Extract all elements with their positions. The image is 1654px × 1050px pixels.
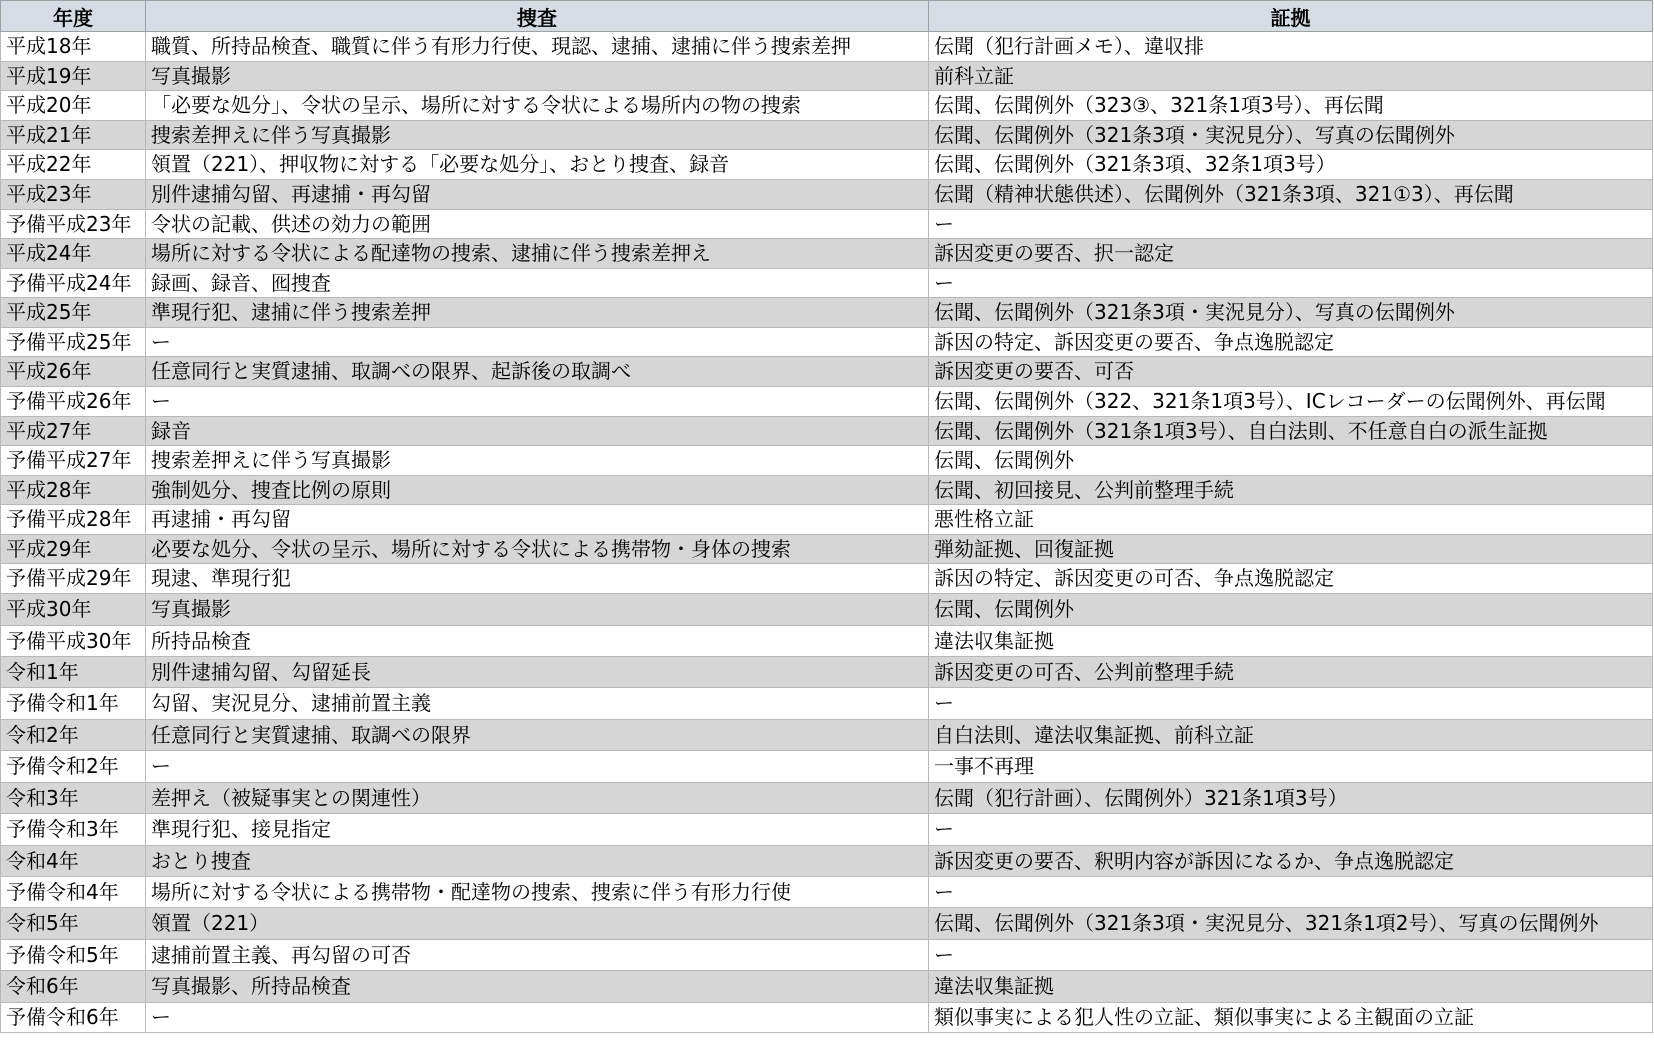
header-year[interactable]: 年度 [1,1,146,32]
table-row [1,210,1653,239]
year-cell[interactable]: 予備平成27年 [1,446,146,476]
year-cell[interactable]: 令和6年 [1,971,146,1003]
year-cell[interactable]: 予備令和5年 [1,940,146,971]
investigation-cell[interactable]: 職質、所持品検査、職質に伴う有形力行使、現認、逮捕、逮捕に伴う捜索差押 [146,32,929,62]
year-cell[interactable]: 平成18年 [1,32,146,62]
investigation-cell[interactable]: 強制処分、捜査比例の原則 [146,476,929,505]
investigation-cell[interactable]: 写真撮影、所持品検査 [146,971,929,1003]
evidence-cell[interactable]: 伝聞、伝聞例外（323③、321条1項3号）、再伝聞 [929,91,1653,121]
year-cell[interactable]: 平成26年 [1,357,146,387]
investigation-cell[interactable]: 写真撮影 [146,62,929,91]
year-cell[interactable]: 予備平成24年 [1,269,146,298]
investigation-cell[interactable]: 準現行犯、逮捕に伴う捜索差押 [146,298,929,328]
evidence-cell[interactable]: 訴因変更の要否、可否 [929,357,1653,387]
evidence-cell[interactable]: 伝聞、初回接見、公判前整理手続 [929,476,1653,505]
year-cell[interactable]: 予備平成23年 [1,210,146,239]
year-cell[interactable]: 予備平成30年 [1,626,146,657]
evidence-cell[interactable]: ー [929,814,1653,846]
year-cell[interactable]: 平成28年 [1,476,146,505]
year-cell[interactable]: 令和3年 [1,783,146,814]
table-row [1,505,1653,535]
investigation-cell[interactable]: 捜索差押えに伴う写真撮影 [146,446,929,476]
evidence-cell[interactable]: 訴因の特定、訴因変更の可否、争点逸脱認定 [929,564,1653,594]
evidence-cell[interactable]: 弾劾証拠、回復証拠 [929,535,1653,564]
year-cell[interactable]: 平成21年 [1,121,146,150]
year-cell[interactable]: 平成29年 [1,535,146,564]
year-cell[interactable]: 予備平成28年 [1,505,146,535]
year-cell[interactable]: 令和1年 [1,657,146,688]
table-row [1,971,1653,1003]
evidence-cell[interactable]: 伝聞、伝聞例外（321条3項・実況見分）、写真の伝聞例外 [929,121,1653,150]
year-cell[interactable]: 平成30年 [1,594,146,626]
evidence-cell[interactable]: ー [929,210,1653,239]
table-row [1,328,1653,357]
table-row [1,846,1653,877]
table-row [1,269,1653,298]
header-investigation[interactable]: 捜査 [146,1,929,32]
year-cell[interactable]: 平成24年 [1,239,146,269]
table-row [1,688,1653,720]
table-row [1,1003,1653,1033]
investigation-cell[interactable]: 任意同行と実質逮捕、取調べの限界、起訴後の取調べ [146,357,929,387]
year-cell[interactable]: 平成27年 [1,417,146,446]
header-row [1,1,1653,32]
table-row [1,150,1653,180]
year-cell[interactable]: 予備令和2年 [1,751,146,783]
evidence-cell[interactable]: 訴因変更の要否、択一認定 [929,239,1653,269]
evidence-cell[interactable]: 類似事実による犯人性の立証、類似事実による主観面の立証 [929,1003,1653,1033]
table-row [1,908,1653,940]
evidence-cell[interactable]: 伝聞、伝聞例外（322、321条1項3号）、ICレコーダーの伝聞例外、再伝聞 [929,387,1653,417]
investigation-cell[interactable]: 領置（221）、押収物に対する「必要な処分」、おとり捜査、録音 [146,150,929,180]
year-cell[interactable]: 令和4年 [1,846,146,877]
investigation-cell[interactable]: 場所に対する令状による配達物の捜索、逮捕に伴う捜索差押え [146,239,929,269]
investigation-cell[interactable]: 捜索差押えに伴う写真撮影 [146,121,929,150]
table-row [1,121,1653,150]
evidence-cell[interactable]: 伝聞、伝聞例外（321条3項・実況見分）、写真の伝聞例外 [929,298,1653,328]
evidence-cell[interactable]: 伝聞、伝聞例外（321条3項・実況見分、321条1項2号）、写真の伝聞例外 [929,908,1653,940]
investigation-cell[interactable]: 場所に対する令状による携帯物・配達物の捜索、捜索に伴う有形力行使 [146,877,929,908]
year-cell[interactable]: 平成25年 [1,298,146,328]
header-evidence[interactable]: 証拠 [929,1,1653,32]
evidence-cell[interactable]: 訴因変更の可否、公判前整理手続 [929,657,1653,688]
table-row [1,239,1653,269]
evidence-cell[interactable]: 訴因の特定、訴因変更の要否、争点逸脱認定 [929,328,1653,357]
year-cell[interactable]: 令和5年 [1,908,146,940]
table-row [1,814,1653,846]
investigation-cell[interactable]: 所持品検査 [146,626,929,657]
evidence-cell[interactable]: 伝聞、伝聞例外（321条1項3号）、自白法則、不任意自白の派生証拠 [929,417,1653,446]
investigation-cell[interactable]: 録画、録音、囮捜査 [146,269,929,298]
evidence-cell[interactable]: 前科立証 [929,62,1653,91]
investigation-cell[interactable]: 「必要な処分」、令状の呈示、場所に対する令状による場所内の物の捜索 [146,91,929,121]
evidence-cell[interactable]: ー [929,269,1653,298]
year-cell[interactable]: 予備平成29年 [1,564,146,594]
investigation-cell[interactable]: 現逮、準現行犯 [146,564,929,594]
year-cell[interactable]: 平成22年 [1,150,146,180]
investigation-cell[interactable]: 逮捕前置主義、再勾留の可否 [146,940,929,971]
investigation-cell[interactable]: 写真撮影 [146,594,929,626]
table-row [1,720,1653,751]
investigation-cell[interactable]: ー [146,387,929,417]
evidence-cell[interactable]: ー [929,688,1653,720]
table-row [1,387,1653,417]
year-cell[interactable]: 平成19年 [1,62,146,91]
investigation-cell[interactable]: 任意同行と実質逮捕、取調べの限界 [146,720,929,751]
investigation-cell[interactable]: おとり捜査 [146,846,929,877]
investigation-cell[interactable]: 録音 [146,417,929,446]
evidence-cell[interactable]: ー [929,877,1653,908]
year-cell[interactable]: 予備平成25年 [1,328,146,357]
year-cell[interactable]: 予備令和6年 [1,1003,146,1033]
table-row [1,657,1653,688]
investigation-cell[interactable]: 差押え（被疑事実との関連性） [146,783,929,814]
table-row [1,298,1653,328]
investigation-cell[interactable]: 必要な処分、令状の呈示、場所に対する令状による携帯物・身体の捜索 [146,535,929,564]
investigation-cell[interactable]: 再逮捕・再勾留 [146,505,929,535]
evidence-cell[interactable]: 訴因変更の要否、釈明内容が訴因になるか、争点逸脱認定 [929,846,1653,877]
table-row [1,180,1653,210]
table-row [1,91,1653,121]
investigation-cell[interactable]: 準現行犯、接見指定 [146,814,929,846]
year-cell[interactable]: 予備令和1年 [1,688,146,720]
evidence-cell[interactable]: 伝聞（犯行計画メモ）、違収排 [929,32,1653,62]
year-cell[interactable]: 予備令和4年 [1,877,146,908]
investigation-cell[interactable]: 令状の記載、供述の効力の範囲 [146,210,929,239]
evidence-cell[interactable]: 伝聞（精神状態供述）、伝聞例外（321条3項、321①3）、再伝聞 [929,180,1653,210]
investigation-cell[interactable]: 別件逮捕勾留、勾留延長 [146,657,929,688]
investigation-cell[interactable]: ー [146,751,929,783]
year-cell[interactable]: 令和2年 [1,720,146,751]
table-row [1,877,1653,908]
evidence-cell[interactable]: 伝聞、伝聞例外（321条3項、32条1項3号） [929,150,1653,180]
table-row [1,476,1653,505]
evidence-cell[interactable]: 伝聞（犯行計画）、伝聞例外）321条1項3号） [929,783,1653,814]
table-row [1,446,1653,476]
table-row [1,357,1653,387]
evidence-cell[interactable]: 一事不再理 [929,751,1653,783]
year-cell[interactable]: 平成20年 [1,91,146,121]
table-row [1,417,1653,446]
table-row [1,32,1653,62]
investigation-cell[interactable]: ー [146,1003,929,1033]
evidence-cell[interactable]: 違法収集証拠 [929,626,1653,657]
table-row [1,535,1653,564]
investigation-cell[interactable]: 別件逮捕勾留、再逮捕・再勾留 [146,180,929,210]
year-cell[interactable]: 平成23年 [1,180,146,210]
evidence-cell[interactable]: 違法収集証拠 [929,971,1653,1003]
table-row [1,751,1653,783]
evidence-cell[interactable]: 伝聞、伝聞例外 [929,594,1653,626]
table-row [1,594,1653,626]
table-row [1,940,1653,971]
evidence-cell[interactable]: ー [929,940,1653,971]
table-row [1,62,1653,91]
table-row [1,564,1653,594]
table-row [1,783,1653,814]
evidence-cell[interactable]: 悪性格立証 [929,505,1653,535]
investigation-cell[interactable]: 領置（221） [146,908,929,940]
table-row [1,626,1653,657]
year-cell[interactable]: 予備令和3年 [1,814,146,846]
year-cell[interactable]: 予備平成26年 [1,387,146,417]
evidence-cell[interactable]: 自白法則、違法収集証拠、前科立証 [929,720,1653,751]
investigation-cell[interactable]: ー [146,328,929,357]
investigation-cell[interactable]: 勾留、実況見分、逮捕前置主義 [146,688,929,720]
evidence-cell[interactable]: 伝聞、伝聞例外 [929,446,1653,476]
